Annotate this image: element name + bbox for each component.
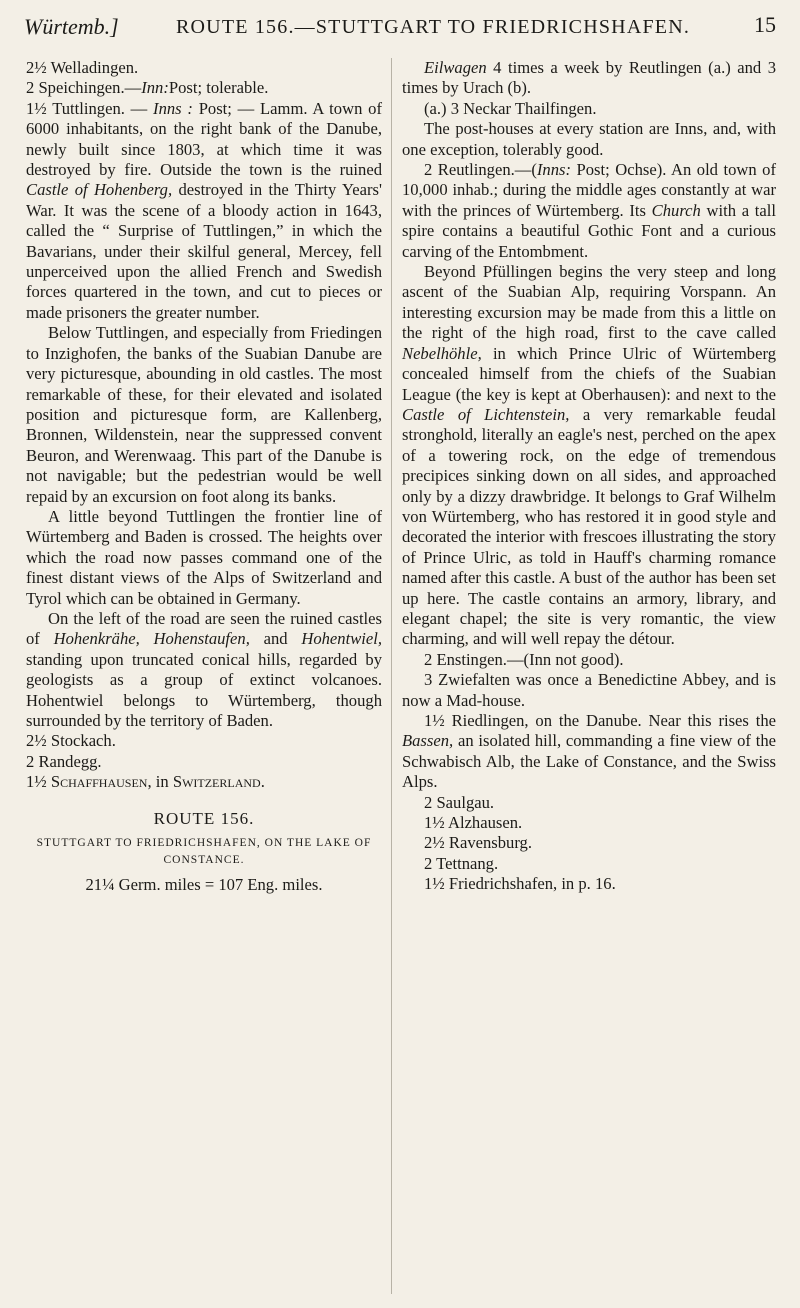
schaffhausen-country: Switzerland.: [172, 772, 265, 792]
left-column: [26, 58, 382, 895]
castles-text-a: On the left of the road are seen the ruined castles of: [26, 608, 382, 649]
station-saulgau: 2 Saulgau.: [424, 792, 495, 812]
station-speichingen: [26, 78, 382, 98]
station-reutlingen: [402, 160, 776, 262]
schaffhausen-num: 1½: [26, 772, 51, 792]
station-randegg: 2 Randegg.: [26, 751, 102, 771]
riedlingen-a: 1½ Riedlingen, on the Danube. Near this rises the: [424, 711, 776, 730]
station-welladingen: 2½ Welladingen.: [26, 58, 139, 77]
castles-text-b: standing upon truncated conical hills, regarded by geologists as a group of extinct volcanoes. Hohentwiel belongs to Würtemberg, though surrounded by the territory of Baden.: [26, 649, 382, 730]
column-divider: [391, 58, 392, 1294]
pfullingen-c: a very remarkable feudal stronghold, literally an eagle's nest, perched on the apex of a towering rock, on the edge of tremendous precipices sinking down on all sides, and approached only by a dizzy drawbridge. It belongs to Graf Wilhelm von Würtemberg, who has restored it in good style and decorated the interior with frescoes illustrating the story of Prince Ulric, as told in Hauff's charming romance named after this castle. A bust of the author has been set up here. The castle contains an armory, library, and elegant chapel; the site is very romantic, the view charming, and will well repay the détour.: [402, 404, 776, 649]
reutlingen-church: Church: [651, 200, 701, 220]
paragraph-below-tuttlingen: Below Tuttlingen, and especially from Friedingen to Inzighofen, the banks of the Suabian Danube are very picturesque, abounding in old castles. The most remarkable of these, for their elevated and isolated position and picturesque form, are Kallenberg, Bronnen, Wildenstein, near the suppressed convent Beuron, and Werenwaag. This part of the Danube is not navigable; but the pedestrian would be well repaid by an excursion on foot along its banks.: [26, 323, 382, 506]
station-schaffhausen: [26, 772, 382, 792]
castles-and: and: [249, 629, 302, 649]
right-column: [402, 58, 776, 895]
eilwagen-text: 4 times a week by Reutlingen (a.) and 3 times by Urach (b).: [402, 58, 776, 98]
paragraph-post-houses: The post-houses at every station are Inns, and, with one exception, tolerably good.: [402, 119, 776, 159]
pfullingen-castle: Castle of Lichtenstein,: [402, 404, 570, 424]
station-friedrichshafen: 1½ Friedrichshafen, in p. 16.: [424, 874, 616, 894]
station-stockach: 2½ Stockach.: [26, 731, 116, 751]
riedlingen-bassen: Bassen,: [402, 731, 454, 751]
reutlingen-inns: Inns:: [536, 160, 572, 180]
schaffhausen-in: in: [151, 772, 173, 792]
eilwagen-word: Eilwagen: [424, 58, 487, 77]
station-riedlingen: [402, 711, 776, 793]
castles-hohentwiel: Hohentwiel,: [301, 629, 382, 649]
route-heading: ROUTE 156.: [153, 808, 255, 828]
speichingen-text: 2 Speichingen.—: [26, 78, 142, 98]
tuttlingen-num: 1½ Tuttlingen. —: [26, 98, 154, 118]
header-state: Würtemb.]: [24, 14, 119, 39]
station-ravensburg: 2½ Ravensburg.: [424, 833, 533, 853]
tuttlingen-end: destroyed in the Thirty Years' War. It was the scene of a bloody action in 1643, called the “ Surprise of Tuttlingen,” in which the Bavarians, under their skilful general, Mercey, fell unperceived upon the allied French and Swedish forces quartered in the town, and cut to pieces or made prisoners the greater number.: [26, 180, 382, 322]
route-distance: 21¼ Germ. miles = 107 Eng. miles.: [85, 875, 323, 895]
speichingen-inn: Inn:: [141, 78, 169, 98]
reutlingen-b: Post; Ochse). An old town of 10,000 inhab.; during the middle ages constantly at war with the princes of Würtemberg. Its: [402, 160, 777, 220]
station-neckar-thailfingen: (a.) 3 Neckar Thailfingen.: [424, 98, 597, 118]
pfullingen-b: in which Prince Ulric of Würtemberg concealed himself from the chiefs of the Suabian League (the key is kept at Oberhausen): and next to the: [402, 343, 776, 404]
page-number: 15: [754, 12, 776, 37]
paragraph-ruined-castles: [26, 609, 382, 731]
paragraph-eilwagen: [402, 58, 776, 99]
reutlingen-c: with a tall spire contains a beautiful Gothic Font and a curious carving of the Entombment.: [402, 200, 776, 261]
castles-names: Hohenkrähe, Hohenstaufen,: [53, 629, 250, 649]
tuttlingen-inns: Inns :: [153, 98, 193, 118]
paragraph-pfullingen: [402, 262, 776, 650]
station-alzhausen: 1½ Alzhausen.: [424, 813, 523, 833]
station-tuttlingen: [26, 99, 382, 323]
header-running-title: ROUTE 156.—STUTTGART TO FRIEDRICHSHAFEN.: [176, 16, 691, 38]
paragraph-frontier: A little beyond Tuttlingen the frontier line of Würtemberg and Baden is crossed. The heights over which the road now passes command one of the finest distant views of the Alps of Switzerland and Tyrol which can be obtained in Germany.: [26, 506, 382, 608]
pfullingen-a: Beyond Pfüllingen begins the very steep and long ascent of the Suabian Alp, requiring Vorspann. An interesting excursion may be made from this a little on the right of the high road, first to the cave called: [402, 262, 776, 343]
tuttlingen-rest: Post; — Lamm. A town of 6000 inhabitants, on the right bank of the Danube, newly built since 1803, at which time it was destroyed by fire. Outside the town is the ruined: [26, 98, 382, 180]
station-tettnang: 2 Tettnang.: [424, 853, 499, 873]
tuttlingen-castle: Castle of Hohenberg,: [26, 180, 173, 200]
station-zwiefalten: 3 Zwiefalten was once a Benedictine Abbey, and is now a Mad-house.: [402, 670, 776, 710]
reutlingen-a: 2 Reutlingen.—(: [424, 160, 537, 180]
running-header: [24, 8, 776, 48]
pfullingen-cave: Nebelhöhle,: [402, 343, 482, 363]
riedlingen-b: an isolated hill, commanding a fine view of the Schwabisch Alb, the Lake of Constance, and the Swiss Alps.: [402, 731, 776, 792]
speichingen-rest: Post; tolerable.: [168, 78, 269, 98]
station-enstingen: 2 Enstingen.—(Inn not good).: [424, 649, 624, 669]
route-subheading: STUTTGART TO FRIEDRICHSHAFEN, ON THE LAKE OF CONSTANCE.: [36, 837, 372, 867]
schaffhausen-place: Schaffhausen,: [50, 772, 152, 792]
